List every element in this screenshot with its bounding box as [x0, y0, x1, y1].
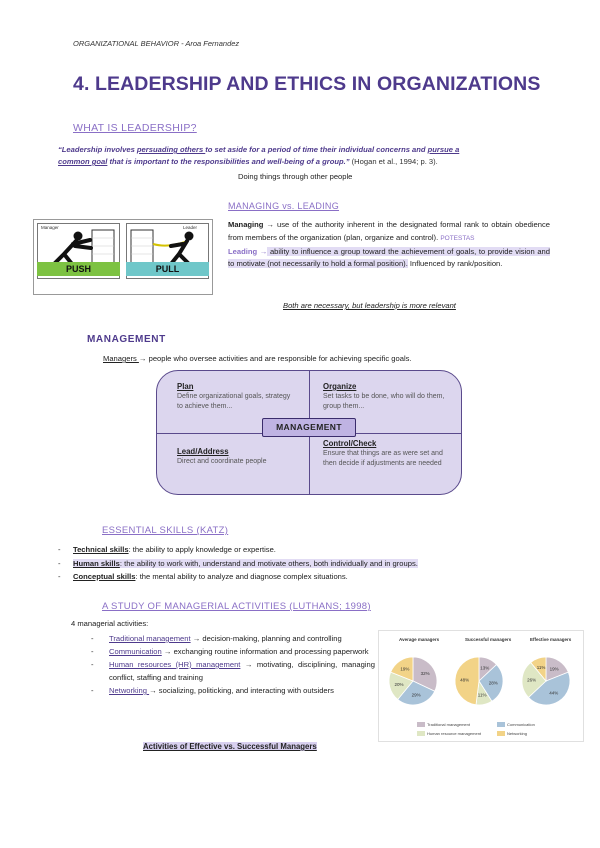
pie-label-1-3: 48% [460, 677, 470, 683]
leader-tag: Leader [183, 225, 198, 230]
managing-definition [228, 219, 550, 271]
page-header: ORGANIZATIONAL BEHAVIOR - Aroa Fernandez [73, 39, 240, 48]
activity-item-networking: - Networking → socializing, politicking, and interacting with outsiders [91, 686, 334, 695]
skills-list [58, 543, 418, 584]
skill-term: Technical skills [73, 545, 129, 554]
activity-term: Communication [109, 647, 162, 656]
plan-title: Plan [177, 382, 194, 391]
quote-underline-1: persuading others [136, 145, 206, 154]
organize-text: Set tasks to be done, who will do them, group them... [323, 393, 445, 410]
management-center-label: MANAGEMENT [262, 418, 356, 437]
skill-item-technical: - Technical skills: the ability to apply knowledge or expertise. [58, 545, 276, 554]
legend-swatch-hr [417, 731, 425, 736]
legend-swatch-communication [497, 722, 505, 727]
legend-traditional: Traditional management [427, 722, 470, 727]
luthans-activities-list [85, 632, 375, 697]
managers-text: → people who oversee activities and are responsible for achieving specific goals. [138, 354, 412, 363]
activity-item-traditional: - Traditional management → decision-making, planning and controlling [91, 634, 342, 643]
managerial-activities-pie-chart [378, 630, 584, 742]
luthans-heading: A STUDY OF MANAGERIAL ACTIVITIES (LUTHANS; 1998) [102, 601, 371, 612]
activity-text: → socializing, politicking, and interacting with outsiders [149, 686, 334, 695]
legend-hr: Human resource management [427, 731, 482, 736]
pie-label-2-0: 19% [549, 666, 559, 672]
quote-text-2: to set aside for a period of time their individual concerns and [205, 145, 428, 154]
manager-tag: Manager [41, 225, 59, 230]
pie-label-2-2: 26% [527, 677, 537, 683]
leading-tail: Influenced by rank/position. [407, 259, 503, 269]
potestas-label: POTESTAS [440, 234, 475, 242]
essential-skills-heading: ESSENTIAL SKILLS (KATZ) [102, 525, 229, 536]
control-title: Control/Check [323, 438, 377, 448]
pie-label-0-0: 32% [420, 670, 430, 676]
control-text: Ensure that things are as were set and then decide if adjustments are needed [323, 449, 443, 467]
pie-title-effective: Effective managers [530, 637, 572, 642]
activity-text: → exchanging routine information and processing paperwork [161, 647, 369, 656]
pie-svg [379, 631, 585, 743]
managers-definition [103, 354, 412, 363]
managing-term: Managing [228, 220, 264, 229]
pie-label-1-1: 28% [488, 680, 498, 686]
activity-text: → decision-making, planning and controlling [190, 634, 342, 643]
skill-item-human: - Human skills: the ability to work with, understand and motivate others, both individually and in groups. [58, 558, 418, 568]
managers-term: Managers [103, 354, 139, 363]
lead-cell [157, 433, 309, 495]
quote-underline-2b: common goal [58, 157, 108, 166]
managing-text: → use of the authority inherent in the designated formal rank to obtain obedience from members of the organization (plan, organize and control). [228, 220, 550, 242]
lead-text: Direct and coordinate people [177, 457, 267, 465]
organize-title: Organize [323, 382, 357, 391]
activity-term: Networking [109, 686, 150, 695]
management-heading: MANAGEMENT [87, 334, 166, 345]
skill-term: Conceptual skills [73, 572, 136, 581]
activity-item-communication: - Communication → exchanging routine information and processing paperwork [91, 647, 369, 656]
leadership-subtitle: Doing things through other people [238, 172, 353, 181]
control-cell [309, 433, 461, 495]
leadership-quote [58, 144, 558, 168]
what-is-leadership-heading: WHAT IS LEADERSHIP? [73, 122, 197, 134]
quote-text-3: that is important to the responsibilities and well-being of a group.” [107, 157, 350, 166]
pie-title-successful: Successful managers [465, 637, 512, 642]
activity-term: Traditional management [109, 634, 191, 643]
activity-text: → motivating, disciplining, managing conflict, staffing and training [109, 660, 375, 682]
skill-item-conceptual: - Conceptual skills: the mental ability to analyze and diagnose complex situations. [58, 572, 348, 581]
leading-term: Leading → [228, 246, 268, 256]
pie-label-1-2: 11% [477, 692, 487, 698]
skill-term: Human skills [73, 558, 120, 568]
pie-label-0-1: 29% [411, 692, 421, 698]
leader-panel [126, 223, 209, 279]
managing-vs-leading-heading: MANAGING vs. LEADING [228, 201, 340, 211]
skill-text: : the mental ability to analyze and diagnose complex situations. [135, 572, 348, 581]
quote-text-1: “Leadership involves [58, 145, 137, 154]
both-necessary-note: Both are necessary, but leadership is more relevant [283, 301, 456, 310]
skill-text: : the ability to work with, understand and motivate others, both individually and in groups. [119, 558, 418, 568]
activity-item-hr: - Human resources (HR) management → motivating, disciplining, managing conflict, staffing and training [91, 660, 375, 682]
pie-label-2-1: 44% [549, 690, 559, 696]
pie-label-1-0: 13% [480, 665, 490, 671]
push-pull-illustration [33, 219, 213, 295]
activity-term: Human resources (HR) management [109, 660, 241, 669]
quote-underline-2a: pursue a [427, 145, 460, 154]
legend-communication: Communication [507, 722, 535, 727]
quote-citation: (Hogan et al., 1994; p. 3). [349, 157, 438, 166]
pie-label-0-3: 19% [400, 666, 410, 672]
plan-text: Define organizational goals, strategy to achieve them... [177, 393, 291, 410]
push-label: PUSH [37, 262, 120, 276]
legend-networking: Networking [507, 731, 528, 736]
pie-label-2-3: 11% [536, 664, 546, 670]
pie-title-average: Average managers [399, 637, 440, 642]
page-title: 4. LEADERSHIP AND ETHICS IN ORGANIZATIONS [73, 73, 541, 95]
luthans-intro: 4 managerial activities: [71, 619, 149, 628]
activities-caption: Activities of Effective vs. Successful Managers [143, 742, 317, 751]
skill-text: : the ability to apply knowledge or expertise. [128, 545, 276, 554]
legend-swatch-traditional [417, 722, 425, 727]
legend-swatch-networking [497, 731, 505, 736]
manager-panel [37, 223, 120, 279]
lead-title: Lead/Address [177, 446, 229, 456]
pie-label-0-2: 20% [394, 682, 404, 688]
leading-highlight: ability to influence a group toward the achievement of goals, to provide vision and to motivate (not necessarily to hold a formal position). [228, 246, 550, 269]
pull-label: PULL [126, 262, 209, 276]
